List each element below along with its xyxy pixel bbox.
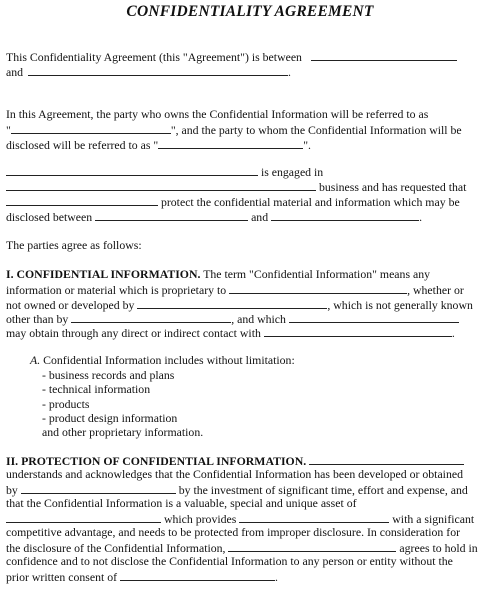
para2-line-2	[6, 122, 462, 138]
party-blank[interactable]	[95, 209, 248, 221]
party-blank[interactable]	[71, 311, 231, 323]
parties-agree: The parties agree as follows:	[6, 238, 142, 252]
section2-heading: II. PROTECTION OF CONFIDENTIAL INFORMATION.	[6, 454, 307, 468]
party-blank[interactable]	[309, 453, 464, 465]
intro-line-2	[6, 64, 291, 80]
party-blank[interactable]	[6, 194, 158, 206]
section1-text: .	[451, 326, 455, 340]
para3-text: protect the confidential material and information which may be	[160, 195, 460, 209]
para3-text: and	[251, 210, 269, 224]
party-blank[interactable]	[228, 540, 396, 552]
para3-line-4	[6, 209, 422, 225]
section1-text: The term "Confidential Information" means any	[200, 267, 431, 281]
sub-intro: Confidential Information includes without limitation:	[43, 353, 295, 367]
document-title: CONFIDENTIALITY AGREEMENT	[126, 3, 374, 20]
party-blank[interactable]	[6, 164, 258, 176]
section2-text: by the investment of significant time, effort and expense, and	[178, 483, 468, 497]
para2-text: disclosed will be referred to as "	[6, 138, 159, 152]
list-item: - business records and plans	[42, 368, 175, 382]
section2-text: that the Confidential Information is a valuable, special and unique asset of	[6, 496, 357, 510]
para3-text: business and has requested that	[318, 180, 467, 194]
para3-line-1	[6, 164, 323, 180]
section2-line-6: competitive advantage, and needs to be protected from improper disclosure. In consideration for	[6, 525, 461, 539]
quote-open: "	[6, 123, 11, 137]
intro-and: and	[6, 65, 24, 79]
party-blank[interactable]	[21, 482, 176, 494]
section1-text: may obtain through any direct or indirect contact with	[6, 326, 261, 340]
section2-line-4	[6, 496, 357, 511]
list-closing: and other proprietary information.	[42, 425, 204, 439]
recipient-name-blank[interactable]	[158, 137, 303, 149]
section2-line-2: understands and acknowledges that the Confidential Information has been developed or obtained	[6, 467, 463, 481]
party-blank[interactable]	[289, 311, 459, 323]
para3-text: disclosed between	[6, 210, 93, 224]
para3-text: .	[419, 210, 423, 224]
party-blank[interactable]	[271, 209, 419, 221]
section1-heading: I. CONFIDENTIAL INFORMATION.	[6, 267, 201, 281]
section1-text: , and which	[231, 312, 286, 326]
section2-text: prior written consent of	[6, 570, 118, 584]
intro-period: .	[288, 65, 291, 79]
list-item: - product design information	[42, 411, 178, 425]
section2-text: .	[275, 570, 278, 584]
party-blank[interactable]	[264, 325, 452, 337]
section2-text: with a significant	[392, 512, 475, 526]
quote-close: ".	[303, 138, 311, 152]
section2-text: which provides	[163, 512, 237, 526]
party-blank[interactable]	[229, 282, 407, 294]
party-blank[interactable]	[239, 511, 389, 523]
section2-line-8: confidence and to not disclose the Confidential Information to any person or entity without the	[6, 554, 453, 568]
intro-text: This Confidentiality Agreement (this "Agreement") is between	[6, 50, 302, 64]
owner-name-blank[interactable]	[11, 122, 171, 134]
para2-text: ", and the party to whom the Confidential Information will be	[170, 123, 462, 137]
list-item: - products	[42, 397, 90, 411]
party-blank[interactable]	[6, 511, 161, 523]
section1-text: not owned or developed by	[6, 298, 135, 312]
party-blank[interactable]	[120, 569, 275, 581]
para2-line-1: In this Agreement, the party who owns the Confidential Information will be referred to as	[6, 107, 429, 121]
party-blank[interactable]	[137, 297, 327, 309]
party-blank[interactable]	[311, 49, 457, 61]
business-blank[interactable]	[6, 179, 316, 191]
para3-text: is engaged in	[260, 165, 324, 179]
section2-text: the disclosure of the Confidential Information,	[6, 541, 226, 555]
section1-text: information or material which is proprietary to	[6, 283, 227, 297]
para2-line-3	[6, 137, 311, 153]
section1-line-1	[6, 267, 430, 282]
party-blank[interactable]	[28, 64, 288, 76]
section1-line-5	[6, 325, 455, 341]
sub-letter: A.	[30, 353, 41, 367]
section2-text: agrees to hold in	[399, 541, 478, 555]
section2-text: by	[6, 483, 18, 497]
section2-line-9	[6, 569, 278, 585]
section1-text: , which is not generally known	[327, 298, 473, 312]
section1-line-2	[6, 282, 464, 298]
para3-line-3	[6, 194, 460, 210]
section1-sub-a	[30, 353, 295, 368]
para3-line-2	[6, 179, 466, 195]
list-item: - technical information	[42, 382, 151, 396]
intro-line-1	[6, 49, 457, 65]
section1-text: , whether or	[407, 283, 464, 297]
section1-text: other than by	[6, 312, 69, 326]
